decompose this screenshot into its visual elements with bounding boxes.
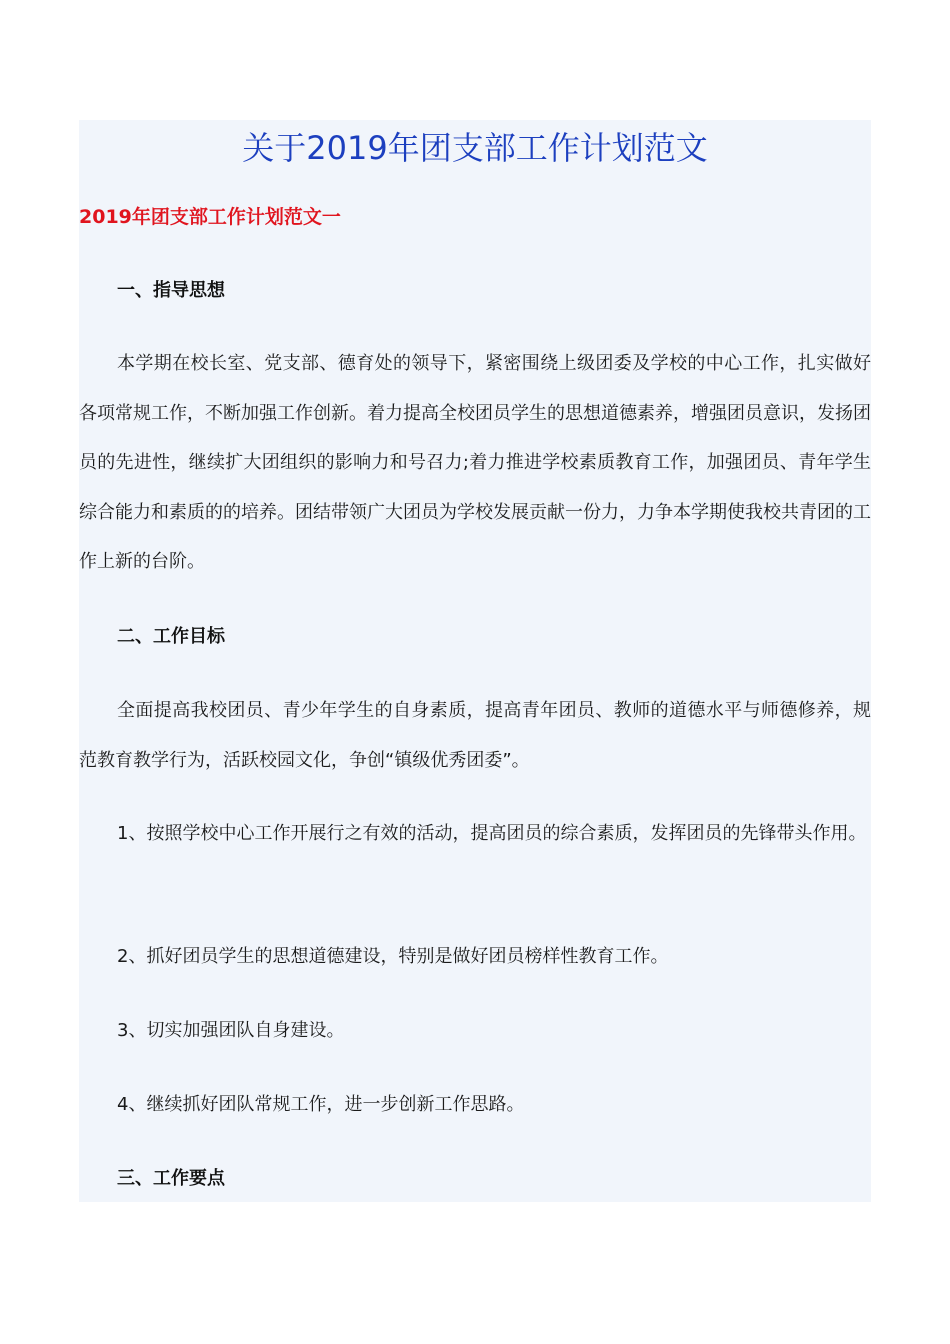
list-item: 4、继续抓好团队常规工作，进一步创新工作思路。 — [117, 1094, 525, 1115]
document-title: 关于2019年团支部工作计划范文 — [242, 129, 708, 167]
list-item: 3、切实加强团队自身建设。 — [117, 1020, 345, 1041]
paragraph-work-goals: 全面提高我校团员、青少年学生的自身素质，提高青年团员、教师的道德水平与师德修养，规范教育教学行为，活跃校园文化，争创“镇级优秀团委”。 — [79, 700, 871, 771]
list-item: 1、按照学校中心工作开展行之有效的活动，提高团员的综合素质，发挥团员的先锋带头作用。 — [117, 823, 867, 844]
document-subtitle: 2019年团支部工作计划范文一 — [79, 206, 341, 228]
section-heading-guiding-thought: 一、指导思想 — [117, 280, 225, 301]
list-item: 2、抓好团员学生的思想道德建设，特别是做好团员榜样性教育工作。 — [117, 946, 669, 967]
section-heading-work-goals: 二、工作目标 — [117, 626, 225, 647]
section-heading-work-points: 三、工作要点 — [117, 1168, 225, 1189]
paragraph-guiding-thought: 本学期在校长室、党支部、德育处的领导下，紧密围绕上级团委及学校的中心工作，扎实做好各项常规工作，不断加强工作创新。着力提高全校团员学生的思想道德素养，增强团员意识，发扬团员的先进性，继续扩大团组织的影响力和号召力;着力推进学校素质教育工作，加强团员、青年学生综合能力和素质的的培养。团结带领广大团员为学校发展贡献一份力，力争本学期使我校共青团的工作上新的台阶。 — [79, 353, 871, 572]
